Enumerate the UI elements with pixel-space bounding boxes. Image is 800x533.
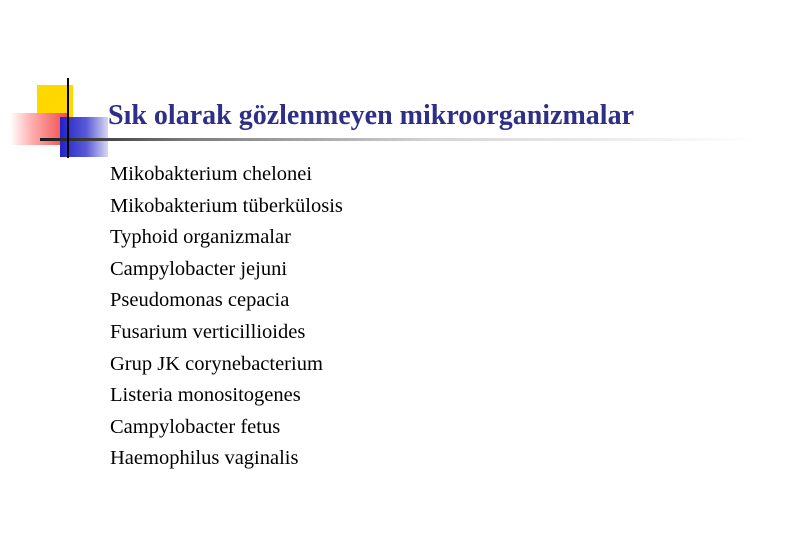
list-item: Mikobakterium chelonei bbox=[110, 163, 313, 185]
list-item: Typhoid organizmalar bbox=[110, 226, 291, 249]
list-item: Pseudomonas cepacia bbox=[110, 289, 290, 312]
list-item: Haemophilus vaginalis bbox=[110, 447, 299, 470]
list-item: Campylobacter fetus bbox=[110, 415, 281, 438]
list-item: Campylobacter jejuni bbox=[110, 257, 288, 280]
slide-title: Sık olarak gözlenmeyen mikroorganizmalar bbox=[108, 100, 634, 131]
microorganism-list bbox=[110, 159, 343, 475]
list-item: Listeria monositogenes bbox=[110, 384, 301, 407]
vertical-divider-line bbox=[67, 78, 69, 158]
title-underline bbox=[40, 138, 760, 141]
list-item: Fusarium verticillioides bbox=[110, 320, 306, 343]
list-item: Mikobakterium tüberkülosis bbox=[110, 194, 343, 217]
list-item: Grup JK corynebacterium bbox=[110, 352, 323, 375]
